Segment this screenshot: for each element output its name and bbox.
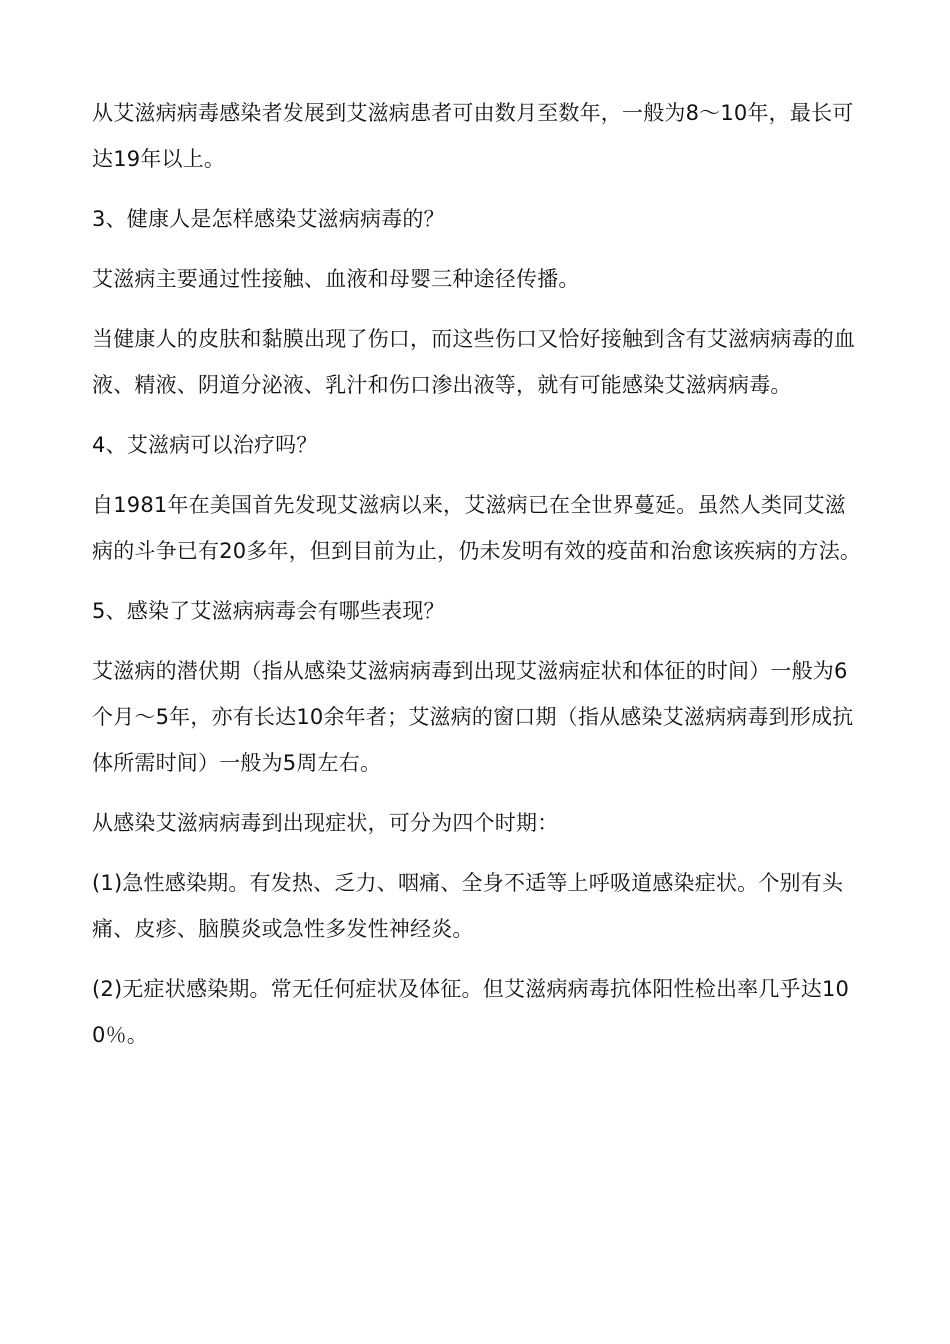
paragraph-incubation-window: 艾滋病的潜伏期（指从感染艾滋病病毒到出现艾滋病症状和体征的时间）一般为6个月～5年，亦有长达10余年者；艾滋病的窗口期（指从感染艾滋病病毒到形成抗体所需时间）一般为5周左右。 (92, 659, 854, 775)
paragraph-four-stages-intro: 从感染艾滋病病毒到出现症状，可分为四个时期： (92, 811, 559, 835)
paragraph-asymptomatic-stage: (2)无症状感染期。常无任何症状及体征。但艾滋病病毒抗体阳性检出率几乎达100％。 (92, 977, 850, 1047)
question-heading-5: 5、感染了艾滋病病毒会有哪些表现？ (92, 599, 445, 623)
paragraph-treatment-status: 自1981年在美国首先发现艾滋病以来，艾滋病已在全世界蔓延。虽然人类同艾滋病的斗争已有20多年，但到目前为止，仍未发明有效的疫苗和治愈该疾病的方法。 (92, 493, 862, 563)
paragraph-transmission-routes: 艾滋病主要通过性接触、血液和母婴三种途径传播。 (92, 267, 580, 291)
question-heading-3: 3、健康人是怎样感染艾滋病病毒的？ (92, 207, 445, 231)
paragraph-infection-conditions: 当健康人的皮肤和黏膜出现了伤口，而这些伤口又恰好接触到含有艾滋病病毒的血液、精液、阴道分泌液、乳汁和伤口渗出液等，就有可能感染艾滋病病毒。 (92, 327, 856, 397)
document-body (92, 90, 862, 1072)
paragraph-acute-stage: (1)急性感染期。有发热、乏力、咽痛、全身不适等上呼吸道感染症状。个别有头痛、皮疹、脑膜炎或急性多发性神经炎。 (92, 871, 844, 941)
paragraph-progression-period: 从艾滋病病毒感染者发展到艾滋病患者可由数月至数年，一般为8～10年，最长可达19年以上。 (92, 101, 854, 171)
question-heading-4: 4、艾滋病可以治疗吗？ (92, 433, 318, 457)
